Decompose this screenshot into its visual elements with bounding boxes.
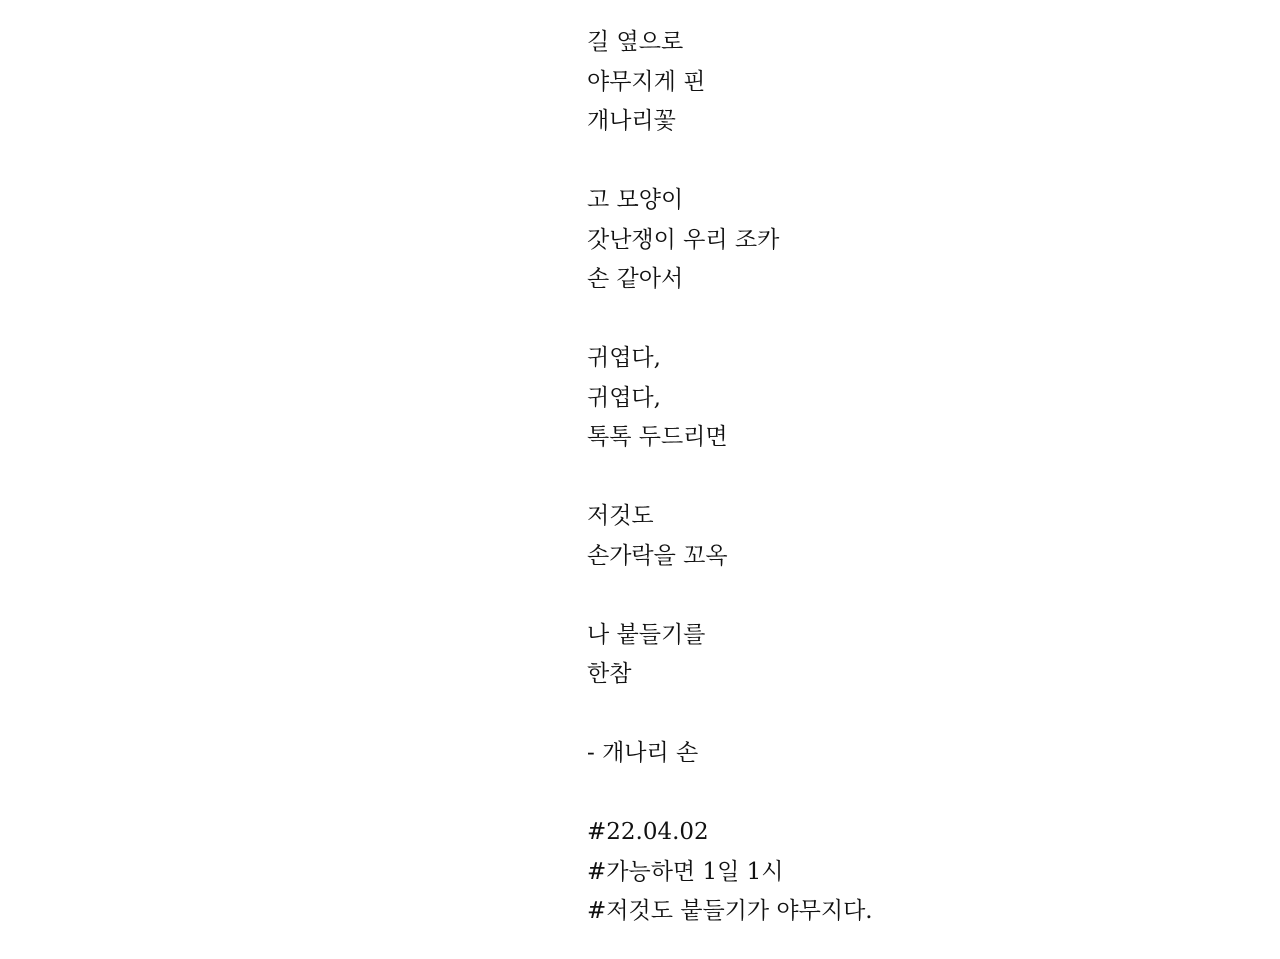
- hashtag: #저것도 붙들기가 야무지다.: [587, 898, 873, 924]
- poem-line: 저것도: [587, 503, 654, 529]
- poem-line: 손가락을 꼬옥: [587, 542, 728, 569]
- poem-line: 개나리꽃: [587, 108, 676, 134]
- poem-line: 야무지게 핀: [587, 68, 706, 95]
- hashtag: #22.04.02: [587, 819, 709, 845]
- poem-line: 한참: [587, 661, 632, 687]
- poem-line: 손 같아서: [587, 266, 684, 292]
- poem-line: 귀엽다,: [587, 345, 661, 371]
- poem-body: [587, 23, 873, 932]
- poem-signature: - 개나리 손: [587, 740, 699, 766]
- stanza-gap: [587, 458, 873, 498]
- poem-line: 귀엽다,: [587, 384, 661, 411]
- stanza-gap: [587, 774, 873, 814]
- poem-line: 갓난쟁이 우리 조카: [587, 226, 780, 253]
- stanza-gap: [587, 695, 873, 735]
- poem-line: 고 모양이: [587, 187, 684, 213]
- poem-line: 길 옆으로: [587, 29, 684, 55]
- hashtag: #가능하면 1일 1시: [587, 858, 784, 885]
- poem-line: 나 붙들기를: [587, 621, 706, 648]
- stanza-gap: [587, 576, 873, 616]
- poem-line: 톡톡 두드리면: [587, 424, 728, 450]
- stanza-gap: [587, 300, 873, 340]
- stanza-gap: [587, 142, 873, 182]
